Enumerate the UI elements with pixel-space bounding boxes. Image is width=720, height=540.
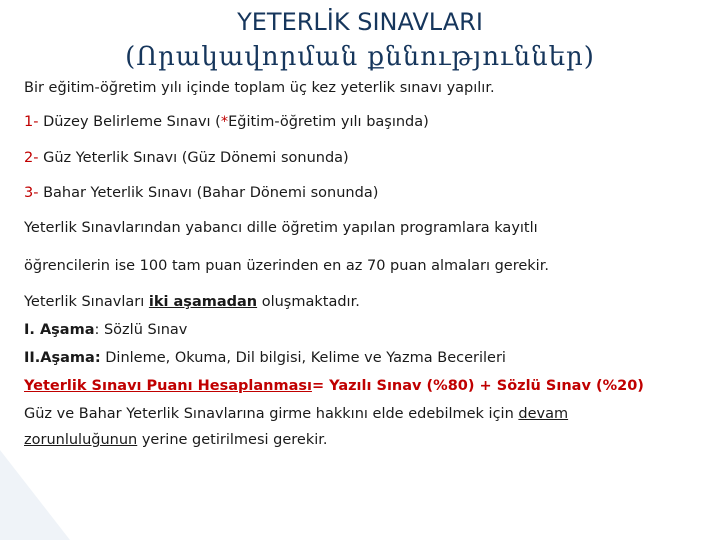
item-text: Bahar Yeterlik Sınavı (Bahar Dönemi sonunda) bbox=[38, 185, 379, 201]
item-text: Düzey Belirleme Sınavı ( bbox=[38, 114, 221, 130]
text: yerine getirilmesi gerekir. bbox=[137, 432, 328, 448]
paragraph-line: Yeterlik Sınavlarından yabancı dille öğretim yapılan programlara kayıtlı bbox=[24, 220, 538, 236]
item-number: 1- bbox=[24, 114, 39, 130]
decorative-corner-shape bbox=[0, 450, 70, 540]
stages-intro bbox=[24, 294, 360, 310]
stage-2 bbox=[24, 350, 506, 366]
page-title: YETERLİK SINAVLARI bbox=[237, 8, 483, 36]
underlined-text: devam bbox=[518, 406, 569, 422]
formula-text: = Yazılı Sınav (%80) + Sözlü Sınav (%20) bbox=[311, 378, 644, 394]
stage-label: I. Aşama bbox=[24, 322, 95, 338]
list-item-3 bbox=[24, 185, 378, 201]
item-text: Güz Yeterlik Sınavı (Güz Dönemi sonunda) bbox=[38, 150, 349, 166]
stage-text: : Sözlü Sınav bbox=[94, 322, 188, 338]
formula-label: Yeterlik Sınavı Puanı Hesaplanması bbox=[24, 378, 312, 394]
stage-1 bbox=[24, 322, 187, 338]
final-line-1 bbox=[24, 406, 568, 422]
page-subtitle: (Որակավորման քննություններ) bbox=[125, 42, 595, 72]
final-line-2 bbox=[24, 432, 328, 448]
item-text-cont: Eğitim-öğretim yılı başında) bbox=[228, 114, 429, 130]
intro-text: Bir eğitim-öğretim yılı içinde toplam üç kez yeterlik sınavı yapılır. bbox=[24, 80, 495, 96]
formula bbox=[24, 378, 644, 394]
paragraph-line: öğrencilerin ise 100 tam puan üzerinden en az 70 puan almaları gerekir. bbox=[24, 258, 549, 274]
item-number: 3- bbox=[24, 185, 39, 201]
item-number: 2- bbox=[24, 150, 39, 166]
text: Güz ve Bahar Yeterlik Sınavlarına girme hakkını elde edebilmek için bbox=[24, 406, 519, 422]
emphasis-text: iki aşamadan bbox=[148, 294, 258, 310]
list-item-2 bbox=[24, 150, 349, 166]
list-item-1 bbox=[24, 114, 429, 130]
text: oluşmaktadır. bbox=[257, 294, 360, 310]
stage-label: II.Aşama: bbox=[24, 350, 101, 366]
text: Yeterlik Sınavları bbox=[24, 294, 149, 310]
stage-text: Dinleme, Okuma, Dil bilgisi, Kelime ve Yazma Becerileri bbox=[100, 350, 506, 366]
asterisk: * bbox=[220, 114, 229, 130]
underlined-text: zorunluluğunun bbox=[24, 432, 138, 448]
